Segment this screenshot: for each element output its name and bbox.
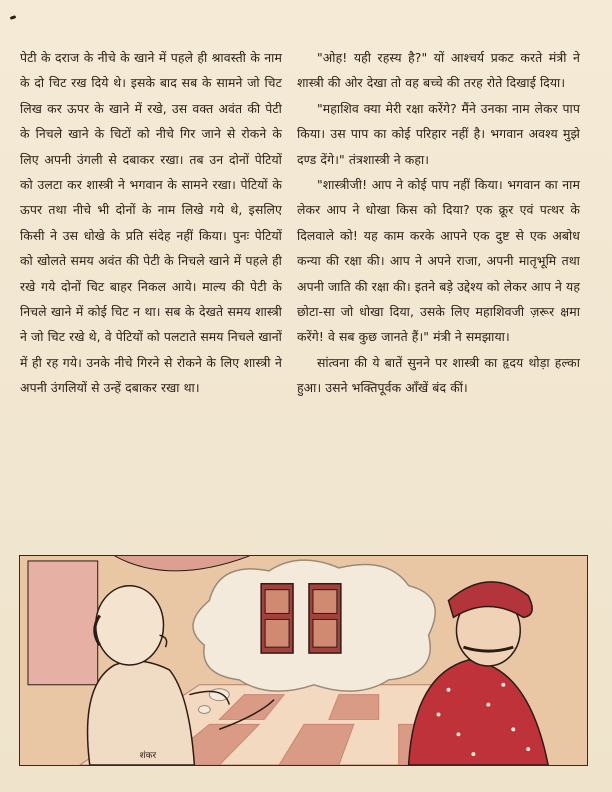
story-illustration [19,555,588,766]
story-paragraph: "ओह! यही रहस्य है?" यों आश्चर्य प्रकट करते मंत्री ने शास्त्री की ओर देखा तो वह बच्चे की तरह रोते दिखाई दिया। [297,50,580,91]
story-paragraph: पेटी के दराज के नीचे के खाने में पहले ही श्रावस्ती के नाम के दो चिट रख दिये थे। इसके बाद सब के सामने जो चिट लिख कर ऊपर के खाने में रखे, उस वक्त अवंत की पेटी के निचले खाने के चिटों को नीचे गिर जाने से रोकने के लिए अपनी उंगली से दबाकर रखा। तब उन दोनों पेटियों को उलटा कर शास्त्री ने भगवान के सामने रखा। पेटियों के ऊपर तथा नीचे भी दोनों के नाम लिखे गये थे, इसलिए किसी ने उस धोखे के प्रति संदेह नहीं किया। पुनः पेटियों को खोलते समय अवंत की पेटी के निचले खाने में पहले ही रखे गये दोनों चिट बाहर निकल आये। माल्य की पेटी के निचले खाने में कोई चिट न था। सब के देखते समय शास्त्री ने जो चिट रखे थे, वे पेटियों को पलटाते समय निचले खानों में ही रह गये। उनके नीचे गिरने से रोकने के लिए शास्त्री ने अपनी उंगलियों से उन्हें दबाकर रखा था। [20,50,282,396]
print-mark [10,15,17,20]
story-paragraph: "महाशिव क्या मेरी रक्षा करेंगे? मैंने उनका नाम लेकर पाप किया। उस पाप का कोई परिहार नहीं है। भगवान अवश्य मुझे दण्ड देंगे।" तंत्रशास्त्री ने कहा। [297,100,580,167]
right-text-column [297,45,580,401]
cloud-bubble [198,706,210,714]
illustration-drawing [20,556,587,765]
pillar [28,561,98,685]
artist-signature: शंकर [139,751,157,762]
story-paragraph: सांत्वना की ये बातें सुनने पर शास्त्री का हृदय थोड़ा हल्का हुआ। उसने भक्तिपूर्वक आँखें बंद कीं। [297,354,580,396]
box-left [261,584,293,653]
box-right [309,584,341,653]
story-paragraph: "शास्त्रीजी! आप ने कोई पाप नहीं किया। भगवान का नाम लेकर आप ने धोखा किस को दिया? एक क्रूर एवं पत्थर के दिलवाले को! यह काम करके आपने एक दुष्ट से एक अबोध कन्या की रक्षा की। आप ने अपने राजा, अपनी मातृभूमि तथा अपनी जाति की रक्षा की। इतने बड़े उद्देश्य को लेकर आप ने यह छोटा-सा जो धोखा दिया, उसके लिए महाशिवजी ज़रूर क्षमा करेंगे! वे सब कुछ जानते हैं।" मंत्री ने समझाया। [297,177,580,345]
left-text-column [20,45,282,401]
